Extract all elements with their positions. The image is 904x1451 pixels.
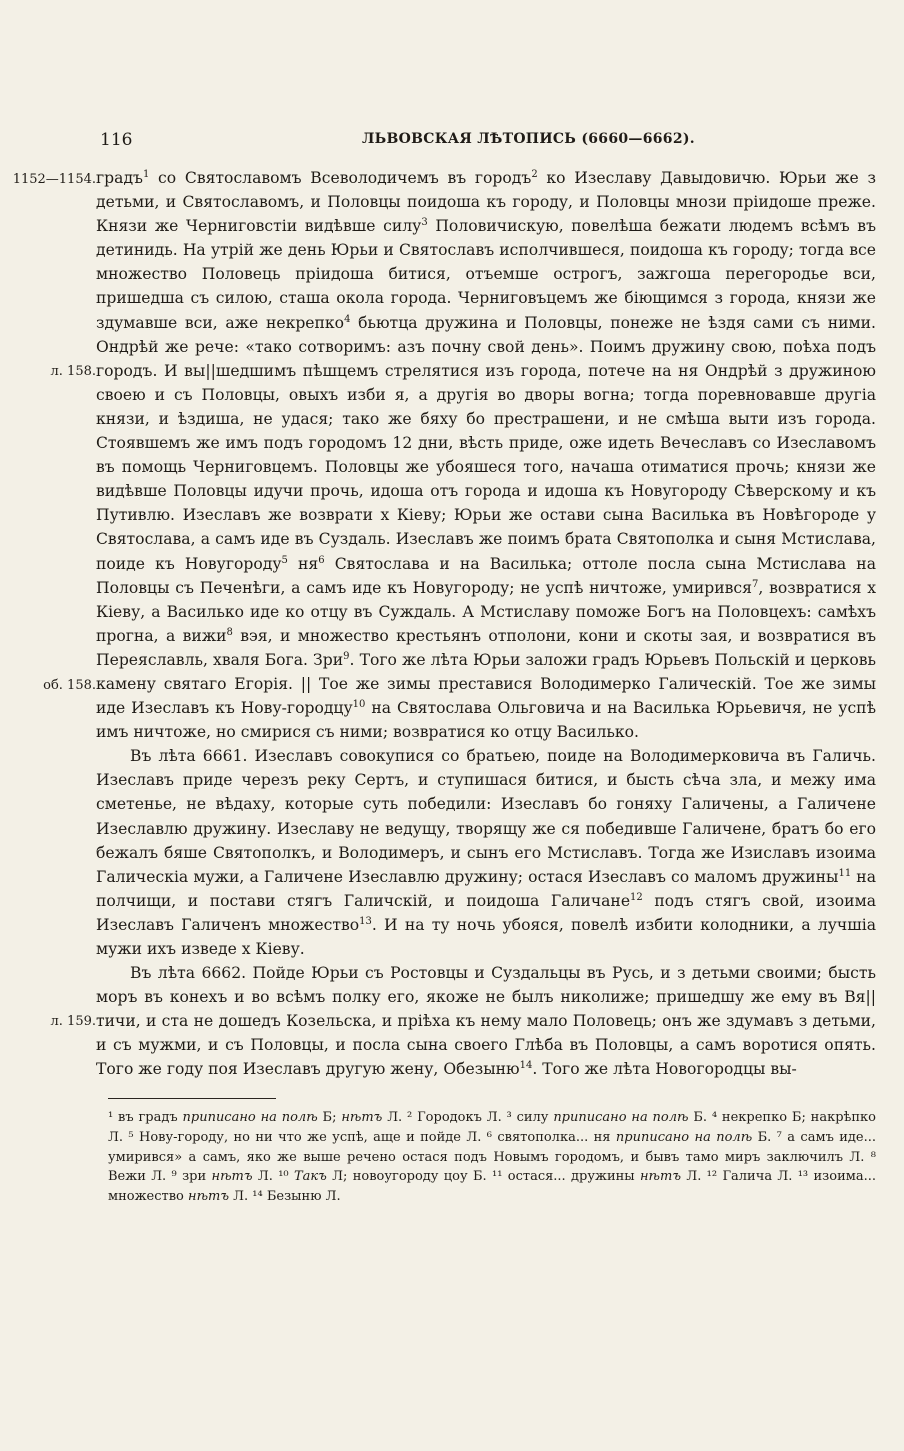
footnote-ref: 13 [359, 915, 372, 927]
footnote-ref: 3 [421, 217, 428, 228]
footnote-ref: 6 [318, 554, 325, 566]
footnote-ref: 10 [352, 698, 366, 710]
footnote-ref: 2 [531, 168, 538, 180]
margin-note-years: 1152—1154. [12, 172, 96, 187]
footnote-ref: 1 [142, 168, 150, 180]
footnote-ref: 12 [630, 891, 643, 903]
footnotes: ¹ въ градъ приписано на полѣ Б; нѣтъ Л. ² Городокъ Л. ³ силу приписано на полѣ Б. ⁴ некрепко Б; накрѣпко Л. ⁵ Нову-городу, но ни что же успѣ, аще и пойде Л. ⁶ святополка... ня приписано на полѣ Б. ⁷ а самъ иде... умирився» а самъ, яко же выше речено остася подъ Новымъ городомъ, и бывъ тамо миръ заключилъ Л. ⁸ Вежи Л. ⁹ зри нѣтъ Л. ¹⁰ Такъ Л; новоугороду цоу Б. ¹¹ остася... дружины нѣтъ Л. ¹² Галича Л. ¹³ изоима... множество нѣтъ Л. ¹⁴ Безыню Л. [108, 1110, 877, 1205]
footnote-ref: 14 [519, 1060, 533, 1072]
footnote-ref: 11 [838, 867, 852, 879]
footnote-ref: 8 [226, 626, 233, 638]
footnote-ref: 5 [281, 554, 288, 566]
page-header [100, 130, 880, 150]
footnote-ref: 4 [344, 313, 351, 325]
margin-note-leaf-159: л. 159. [50, 1014, 96, 1029]
main-text [96, 166, 876, 1082]
margin-note-leaf-158: л. 158. [50, 364, 96, 379]
footnote-ref: 7 [751, 578, 759, 590]
paragraph: Въ лѣта 6662. Пойде Юрьи съ Ростовцы и Суздальцы въ Русь, и з детьми своими; бысть моръ въ конехъ и во всѣмъ полку его, якоже не былъ николиже; пришедшу же ему въ Вя||тичи, и ста не дошедъ Козельска, и пріѣха къ нему мало Половець; онъ же здумавъ з детьми, и съ мужми, и съ Половцы, и посла сына своего Глѣба въ Половцы, а самъ воротися опять. Того же году поя Изеславъ другую жену, Обезыню$^{14}$. Того же лѣта Новогородцы вы- [96, 964, 876, 1079]
paragraph: градъ$^1$ со Святославомъ Всеволодичемъ въ городъ$^2$ ко Изеславу Давыдовичю. Юрьи же з детьми, и Святославомъ, и Половцы поидоша къ городу, и Половцы мнози пріидоше преже. Князи же Черниговстіи видѣвше силу$^3$ Половичискую, повелѣша бежати людемъ всѣмъ въ детинидь. На утрій же день Юрьи и Святославъ исполчившеся, поидоша къ городу; тогда все множество Половець пріидоша битися, отъемше острогъ, зажгоша перегородье вси, пришедша съ силою, сташа окола города. Черниговъцемъ же біющимся з города, князи же здумавше вси, аже некрепко$^4$ бьютца дружина и Половцы, понеже не ѣздя сами съ ними. Ондрѣй же рече: «тако сотворимъ: азъ почну свой день». Поимъ дружину свою, поѣха подъ городъ. И вы||шедшимъ пѣшцемъ стрелятися изъ города, потече на ня Ондрѣй з дружиною своею и съ Половцы, овыхъ изби я, а другія во дворы вогна; тогда поревновавше другіа князи, и ѣздиша, не удася; тако же бяху бо престрашени, и не смѣша выти изъ города. Стоявшемъ же имъ подъ городомъ 12 дни, вѣсть приде, оже идеть Вечеславъ со Изеславомъ въ помощь Черниговцемъ. Половцы же убояшеся того, начаша отиматися прочь; князи же видѣвше Половцы идучи прочь, идоша отъ города и идоша къ Новугороду Сѣверскому и къ Путивлю. Изеславъ же возврати х Кіеву; Юрьи же остави сына Василька въ Новѣгороде у Святослава, а самъ иде въ Суздаль. Изеславъ же поимъ брата Святополка и сыня Мстислава, поиде къ Новугороду$^5$ $ня^6$ Святослава и на Василька; оттоле посла сына Мстислава на Половцы съ Печенѣги, а самъ иде къ Новугороду; не успѣ ничтоже, умирився$^7$, возвратися х Кіеву, а Василько иде ко отцу въ Суждаль. А Мстиславу поможе Богъ на Половцехъ: самѣхъ прогна, а вижи$^8$ вэя, и множество крестьянъ отполони, кони и скоты зая, и возвратися въ Переяславль, хваля Бога. Зри$^9$. Того же лѣта Юрьи заложи градъ Юрьевъ Польскій и церковь камену святаго Егорія. || Тое же зимы преставися Володимерко Галическій. Тое же зимы иде Изеславъ къ Нову-городцу$^{10}$ на Святослава Ольговича и на Василька Юрьевичя, не успѣ имъ ничтоже, но смирися съ ними; возвратися ко отцу Василько. [96, 168, 877, 742]
page-number: 116 [100, 130, 133, 150]
footnote-divider [108, 1098, 276, 1099]
margin-note-leaf-158-verso: об. 158. [43, 678, 96, 693]
paragraph: Въ лѣта 6661. Изеславъ совокупися со братьею, поиде на Володимерковича въ Галичь. Изеславъ приде черезъ реку Сертъ, и ступишася битися, и бысть сѣча зла, и межу има сметенье, не вѣдаху, которые суть победили: Изеславъ бо гоняху Галичены, а Галичене Изеславлю дружину. Изеславу не ведущу, творящу же ся победивше Галичене, братъ бо его бежалъ бяше Святополкъ, и Володимеръ, и сынъ его Мстиславъ. Тогда же Изиславъ изоима Галическіа мужи, а Галичене Изеславлю дружину; остася Изеславъ со маломъ дружины$^{11}$ на полчищи, и постави стягъ Галичскій, и поидоша Галичане$^{12}$ подъ стягъ свой, изоима Изеславъ Галиченъ множество$^{13}$. И на ту ночь убояся, повелѣ избити колодники, а лучшіа мужи ихъ изведе х Кіеву. [96, 747, 876, 958]
footnote-ref: 9 [343, 650, 350, 662]
running-title: ЛЬВОВСКАЯ ЛѢТОПИСЬ (6660—6662). [362, 131, 695, 147]
